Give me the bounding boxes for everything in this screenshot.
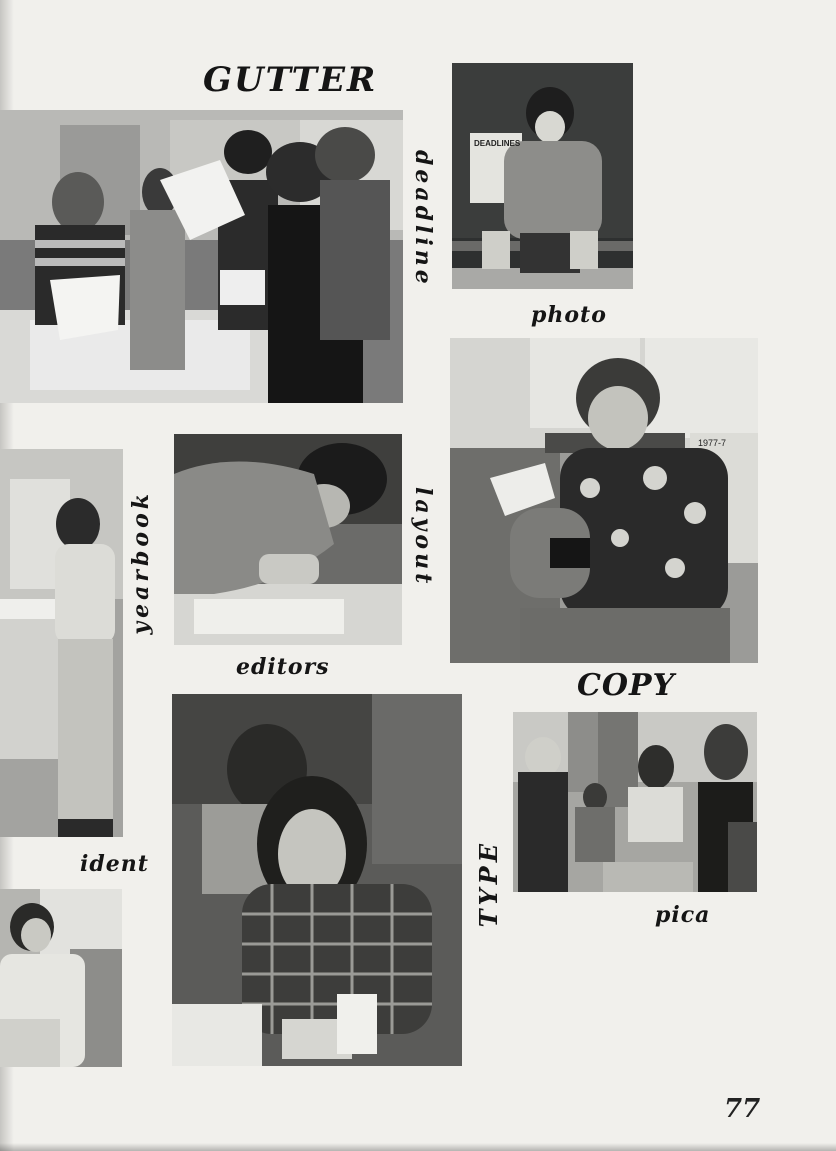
- label-type: TYPE: [474, 840, 503, 928]
- label-yearbook: yearbook: [128, 490, 154, 635]
- label-photo: photo: [531, 302, 607, 328]
- photo-group-classroom: [513, 712, 757, 892]
- label-editors: editors: [236, 654, 330, 680]
- photo-standing-girl: [0, 449, 123, 837]
- label-layout: layout: [410, 487, 436, 588]
- label-pica: pica: [655, 902, 711, 928]
- label-copy: COPY: [577, 668, 675, 703]
- photo-group-working: [0, 110, 403, 403]
- label-ident: ident: [80, 851, 149, 877]
- page-bottom-edge: [0, 1143, 836, 1151]
- photo-girl-plaid-shirt: [172, 694, 462, 1066]
- deadlines-sign-text: DEADLINES: [474, 139, 521, 148]
- photo-student-writing: [174, 434, 402, 645]
- label-gutter: GUTTER: [203, 60, 378, 100]
- label-deadline: deadline: [410, 150, 436, 288]
- photo-boy-with-camera: [450, 338, 758, 663]
- calendar-year-text: 1977-7: [698, 438, 727, 448]
- photo-girl-reading: [0, 889, 122, 1067]
- photo-chalkboard-deadlines: [452, 63, 633, 289]
- page-number: 77: [724, 1094, 761, 1124]
